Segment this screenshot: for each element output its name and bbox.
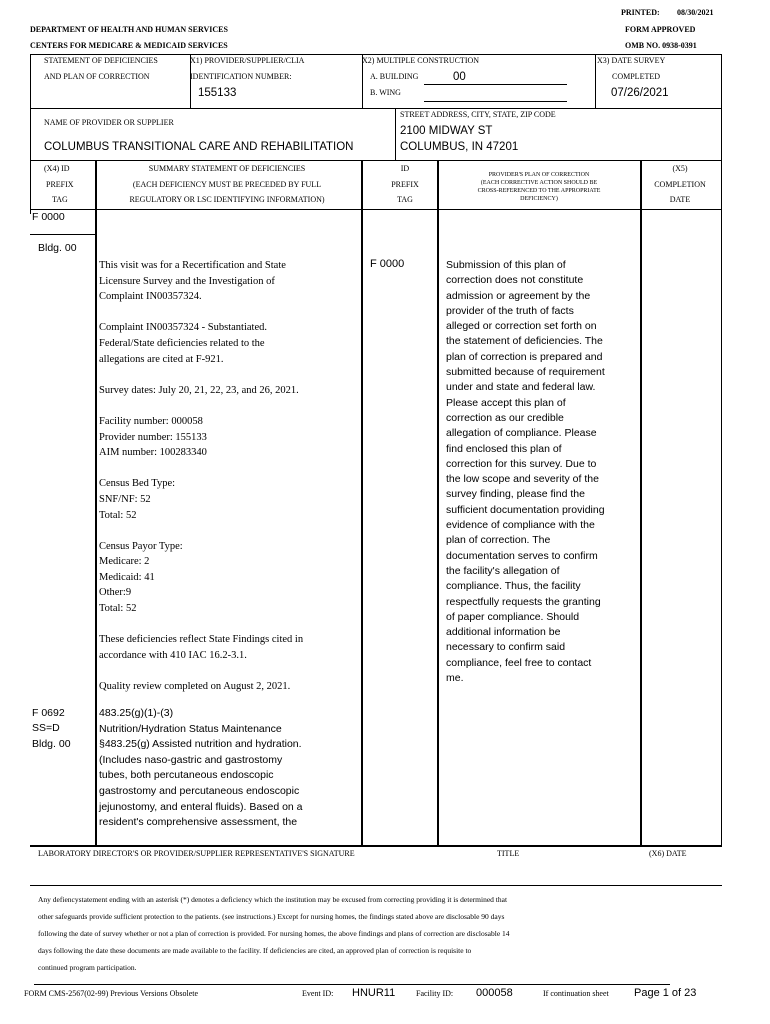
poc-line: admission or agreement by the	[446, 289, 591, 302]
poc-line: additional information be	[446, 626, 561, 639]
poc-line: correction for this survey. Due to	[446, 457, 597, 470]
summary-line: SNF/NF: 52	[99, 493, 151, 505]
poc-line: necessary to confirm said	[446, 641, 566, 654]
poc-line: find enclosed this plan of	[446, 442, 562, 455]
col-id-2: PREFIX	[391, 180, 419, 189]
date-label: (X6) DATE	[649, 849, 687, 858]
wing-label: B. WING	[370, 88, 401, 97]
form-approved: FORM APPROVED	[625, 25, 696, 34]
summary-statement-f0000	[99, 258, 303, 695]
poc-line: provider of the truth of facts	[446, 304, 574, 317]
tag-block-f0692	[32, 706, 71, 752]
omb-number: OMB NO. 0938-0391	[625, 41, 697, 50]
col-poc-2: (EACH CORRECTIVE ACTION SHOULD BE	[480, 180, 598, 186]
notice-line: continued program participation.	[38, 963, 137, 972]
poc-line: the low scope and severity of the	[446, 473, 599, 486]
summary-line: Total: 52	[99, 603, 137, 615]
summary-line: Other:9	[99, 587, 132, 599]
col-poc-3: CROSS-REFERENCED TO THE APPROPRIATE	[477, 188, 601, 194]
summary-line: Complaint IN00357324.	[99, 291, 202, 303]
tag-line: Bldg. 00	[32, 737, 71, 750]
summary-line: Federal/State deficiencies related to the	[99, 337, 265, 349]
summary-line: Quality review completed on August 2, 2021.	[99, 681, 291, 693]
title-label: TITLE	[497, 849, 520, 858]
agency-line1: DEPARTMENT OF HEALTH AND HUMAN SERVICES	[30, 25, 228, 34]
col-summary-1: SUMMARY STATEMENT OF DEFICIENCIES	[148, 164, 306, 173]
poc-line: under and state and federal law.	[446, 381, 596, 394]
provider-name-label: NAME OF PROVIDER OR SUPPLIER	[44, 118, 174, 127]
summary-line: AIM number: 100283340	[99, 447, 207, 459]
poc-line: Please accept this plan of	[446, 396, 566, 409]
provider-id-value: 155133	[198, 87, 237, 99]
summary-line: jejunostomy, and enteral fluids). Based on a	[99, 800, 303, 813]
form-number: FORM CMS-2567(02-99) Previous Versions Obsolete	[24, 989, 199, 998]
summary-line: resident's comprehensive assessment, the	[99, 816, 298, 829]
summary-line: allegations are cited at F-921.	[99, 353, 224, 365]
poc-line: the facility's allegation of	[446, 564, 560, 577]
bldg-00: Bldg. 00	[38, 242, 77, 254]
summary-line: Medicaid: 41	[99, 571, 155, 583]
x2-label: X2) MULTIPLE CONSTRUCTION	[362, 56, 480, 65]
facility-id-value: 000058	[476, 987, 513, 999]
tag-f0000: F 0000	[32, 211, 65, 223]
summary-line	[99, 305, 303, 321]
summary-line: Provider number: 155133	[99, 431, 207, 443]
col-x5-2: COMPLETION	[654, 180, 706, 189]
col-id-3: TAG	[397, 195, 413, 204]
poc-line: of paper compliance. Should	[446, 610, 580, 623]
x3-label-1: X3) DATE SURVEY	[597, 56, 666, 65]
summary-line: Licensure Survey and the Investigation of	[99, 275, 275, 287]
col-x5-1: (X5)	[672, 164, 688, 173]
poc-line: me.	[446, 672, 464, 685]
summary-line	[99, 461, 303, 477]
summary-line: Survey dates: July 20, 21, 22, 23, and 26, 2021.	[99, 384, 299, 396]
col-poc-1: PROVIDER'S PLAN OF CORRECTION	[488, 172, 590, 178]
summary-line: This visit was for a Recertification and State	[99, 260, 286, 271]
summary-line: Nutrition/Hydration Status Maintenance	[99, 722, 282, 735]
col-x4-1: (X4) ID	[44, 164, 70, 173]
event-id-value: HNUR11	[352, 987, 396, 999]
notice-line: days following the date these documents are made available to the facility. If deficiencies are cited, an approved plan of correction is requisite to	[38, 946, 472, 955]
summary-line: Medicare: 2	[99, 556, 150, 568]
building-label: A. BUILDING	[370, 72, 419, 81]
col-summary-2: (EACH DEFICIENCY MUST BE PRECEDED BY FULL	[132, 180, 322, 189]
summary-line: These deficiencies reflect State Findings cited in	[99, 634, 304, 646]
poc-line: sufficient documentation providing	[446, 503, 605, 516]
statement-label-2: AND PLAN OF CORRECTION	[44, 72, 150, 81]
agency-line2: CENTERS FOR MEDICARE & MEDICAID SERVICES	[30, 41, 228, 50]
summary-line: §483.25(g) Assisted nutrition and hydration.	[99, 738, 302, 751]
event-id-label: Event ID:	[302, 989, 334, 998]
poc-line: compliance, feel free to contact	[446, 656, 592, 669]
disclosure-notice	[38, 891, 510, 976]
facility-id-label: Facility ID:	[416, 989, 454, 998]
poc-line: documentation serves to confirm	[446, 549, 598, 562]
building-value: 00	[453, 71, 466, 83]
summary-line: Census Payor Type:	[99, 540, 183, 552]
col-summary-3: REGULATORY OR LSC IDENTIFYING INFORMATION)	[129, 195, 325, 204]
address-line1: 2100 MIDWAY ST	[400, 125, 493, 137]
summary-line: Facility number: 000058	[99, 415, 203, 427]
signature-label: LABORATORY DIRECTOR'S OR PROVIDER/SUPPLIER REPRESENTATIVE'S SIGNATURE	[38, 849, 355, 858]
col-x4-3: TAG	[52, 195, 68, 204]
poc-line: correction does not constitute	[446, 274, 584, 287]
poc-line: alleged or correction set forth on	[446, 320, 597, 333]
col-poc-4: DEFICIENCY)	[520, 196, 558, 202]
summary-line	[99, 617, 303, 633]
page-number: Page 1 of 23	[634, 987, 697, 999]
poc-line: survey finding, please find the	[446, 488, 585, 501]
summary-line: accordance with 410 IAC 16.2-3.1.	[99, 649, 247, 661]
poc-line: the statement of deficiencies. The	[446, 335, 603, 348]
poc-line: respectfully requests the granting	[446, 595, 601, 608]
summary-statement-f0692	[99, 706, 303, 831]
poc-line: plan of correction. The	[446, 534, 551, 547]
poc-line: correction as our credible	[446, 411, 564, 424]
summary-line: (Includes naso-gastric and gastrostomy	[99, 753, 283, 766]
summary-line: Census Bed Type:	[99, 478, 176, 490]
summary-line: tubes, both percutaneous endoscopic	[99, 769, 274, 782]
summary-line	[99, 663, 303, 679]
printed-label: PRINTED:	[621, 8, 660, 17]
summary-line: Total: 52	[99, 509, 137, 521]
poc-line: submitted because of requirement	[446, 366, 605, 379]
summary-line	[99, 523, 303, 539]
plan-of-correction-f0000	[446, 258, 605, 686]
notice-line: Any defiencystatement ending with an asterisk (*) denotes a deficiency which the institution may be excused from correcting providing it is determined that	[38, 895, 508, 904]
poc-tag-f0000: F 0000	[370, 258, 405, 270]
col-id-1: ID	[400, 164, 410, 173]
x1-label-1: X1) PROVIDER/SUPPLIER/CLIA	[190, 56, 305, 65]
continuation-label: If continuation sheet	[543, 989, 609, 998]
tag-line: F 0692	[32, 707, 65, 719]
poc-line: Submission of this plan of	[446, 259, 566, 271]
survey-date-value: 07/26/2021	[611, 87, 669, 99]
address-line2: COLUMBUS, IN 47201	[400, 141, 519, 153]
poc-line: evidence of compliance with the	[446, 519, 595, 532]
summary-line: 483.25(g)(1)-(3)	[99, 707, 174, 719]
summary-line: Complaint IN00357324 - Substantiated.	[99, 322, 267, 334]
summary-line: gastrostomy and percutaneous endoscopic	[99, 784, 300, 797]
poc-line: allegation of compliance. Please	[446, 427, 597, 440]
printed-date: 08/30/2021	[677, 8, 714, 17]
notice-line: following the date of survey whether or not a plan of correction is provided. For nursing homes, the above findings and plans of correction are disclosable 14	[38, 929, 510, 938]
address-label: STREET ADDRESS, CITY, STATE, ZIP CODE	[400, 110, 556, 119]
summary-line	[99, 398, 303, 414]
col-x4-2: PREFIX	[46, 180, 74, 189]
provider-name: COLUMBUS TRANSITIONAL CARE AND REHABILITATION	[44, 141, 354, 153]
poc-line: compliance. Thus, the facility	[446, 580, 581, 593]
col-x5-3: DATE	[669, 195, 691, 204]
summary-line	[99, 367, 303, 383]
x1-label-2: IDENTIFICATION NUMBER:	[190, 72, 292, 81]
tag-line: SS=D	[32, 722, 60, 735]
poc-line: plan of correction is prepared and	[446, 350, 603, 363]
statement-label-1: STATEMENT OF DEFICIENCIES	[44, 56, 158, 65]
x3-label-2: COMPLETED	[612, 72, 660, 81]
notice-line: other safeguards provide sufficient protection to the patients. (see instructions.) Except for nursing homes, the findings stated above are disclosable 90 days	[38, 912, 505, 921]
